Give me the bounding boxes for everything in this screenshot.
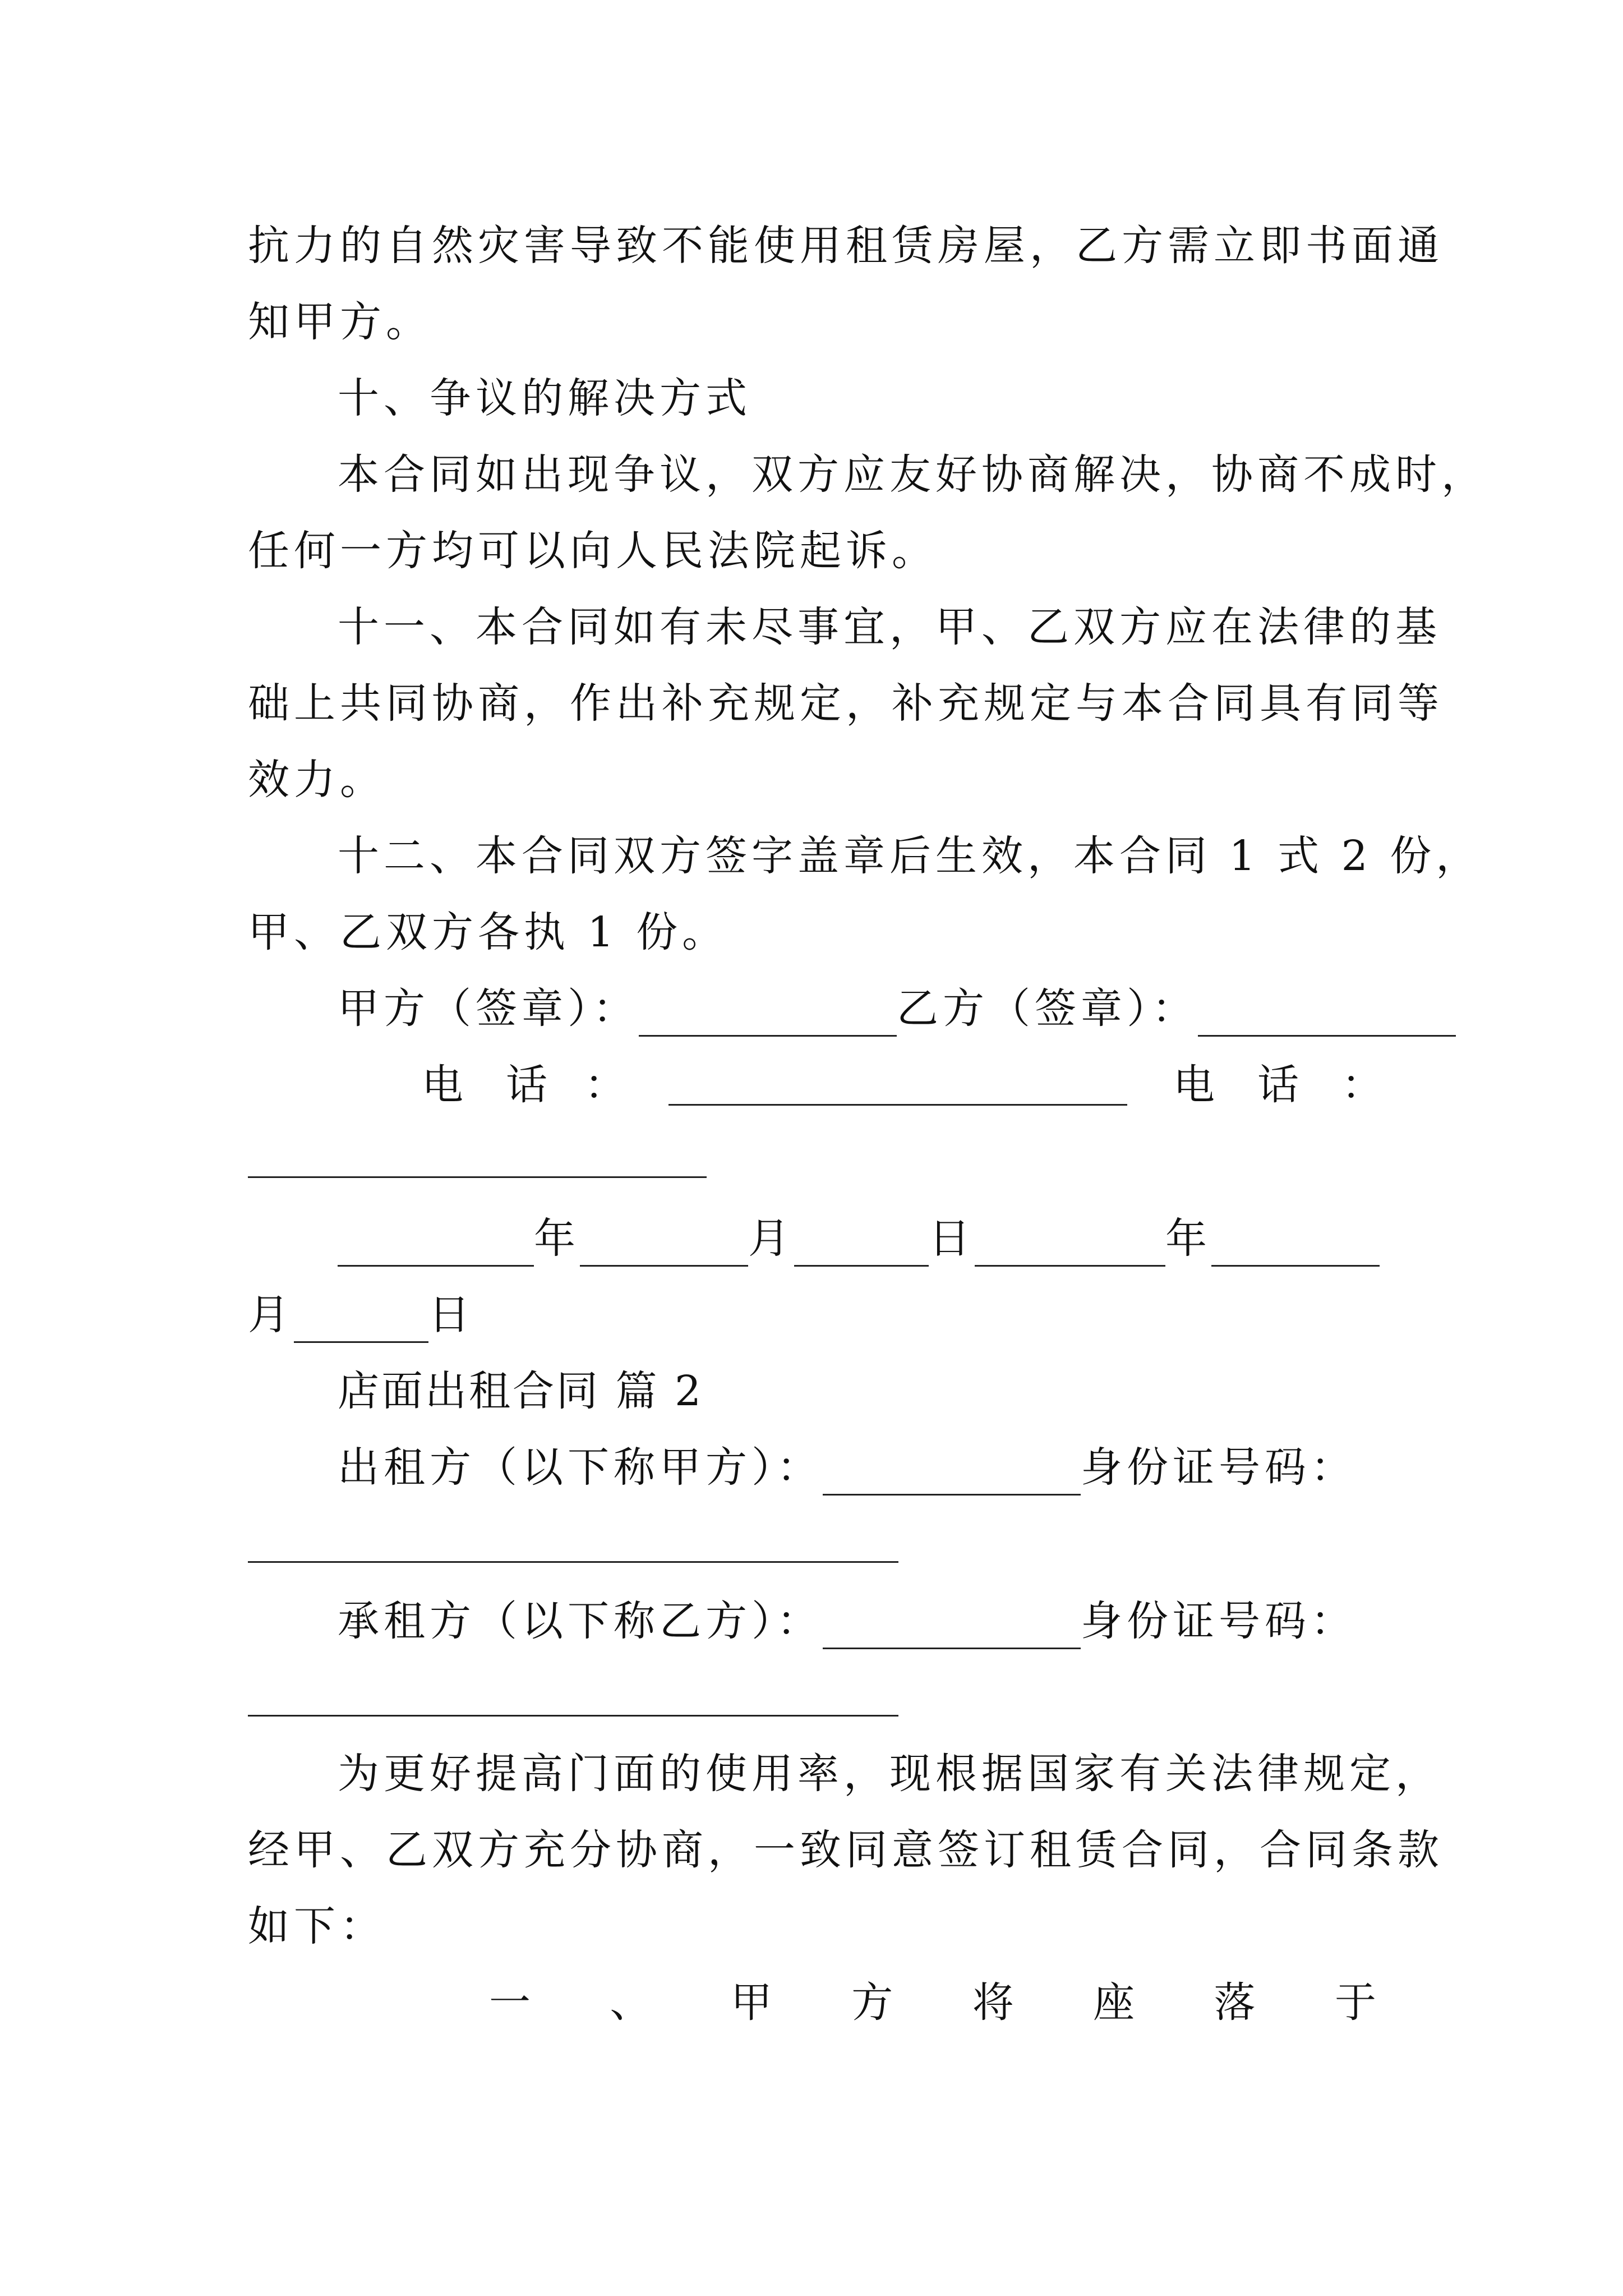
lessor-row [338, 1439, 1357, 1496]
party-a-phone-blank [668, 1065, 1127, 1106]
paragraph-line: 础上共同协商，作出补充规定，补充规定与本合同具有同等 [248, 679, 1444, 728]
party-a-sign-label: 甲方（签章）： [338, 984, 639, 1033]
lessor-id-blank [248, 1561, 898, 1563]
spaced-char: 方 [851, 1978, 898, 2027]
paragraph-line: 如下： [248, 1902, 386, 1950]
spaced-char: 、 [610, 1978, 656, 2027]
date-blank [794, 1226, 929, 1267]
paragraph-line: 本合同如出现争议，双方应友好协商解决，协商不成时， [338, 450, 1487, 499]
year-label: 年 [1165, 1214, 1211, 1263]
lessor-name-blank [823, 1455, 1081, 1496]
id-label: 身份证号码： [1081, 1443, 1357, 1492]
paragraph-line: 十二、本合同双方签字盖章后生效，本合同 1 式 2 份， [338, 832, 1482, 880]
date-row [338, 1211, 1381, 1267]
day-label: 日 [428, 1291, 474, 1339]
spaced-char: 于 [1334, 1978, 1381, 2027]
lessor-label: 出租方（以下称甲方）： [338, 1443, 823, 1492]
signature-row [338, 981, 1381, 1037]
party-b-phone-blank [248, 1176, 707, 1178]
paragraph-line: 效力。 [248, 756, 386, 804]
paragraph-line: 任何一方均可以向人民法院起诉。 [248, 527, 938, 575]
section-heading: 十、争议的解决方式 [338, 374, 751, 422]
spaced-char: 座 [1093, 1978, 1140, 2027]
lessee-name-blank [823, 1608, 1081, 1649]
month-label: 月 [248, 1291, 294, 1339]
paragraph-line: 十一、本合同如有未尽事宜，甲、乙双方应在法律的基 [338, 603, 1441, 651]
phone-char: 话 [1257, 1061, 1303, 1109]
paragraph-line: 抗力的自然灾害导致不能使用租赁房屋，乙方需立即书面通 [248, 222, 1444, 270]
phone-char: 话 [506, 1061, 552, 1109]
date-blank [338, 1226, 534, 1267]
date-blank [580, 1226, 748, 1267]
spaced-char: 甲 [730, 1978, 777, 2027]
paragraph-line: 为更好提高门面的使用率，现根据国家有关法律规定， [338, 1750, 1441, 1798]
date-blank [975, 1226, 1165, 1267]
section-title: 店面出租合同 篇 2 [338, 1367, 704, 1415]
phone-char: 电 [422, 1061, 468, 1109]
spaced-char: 将 [972, 1978, 1018, 2027]
phone-char: ： [1341, 1061, 1387, 1109]
party-b-sign-blank [1198, 996, 1456, 1037]
spaced-line [489, 1975, 1381, 2031]
date-blank [1211, 1226, 1380, 1267]
month-label: 月 [748, 1214, 794, 1263]
day-label: 日 [929, 1214, 975, 1263]
date-blank [294, 1302, 428, 1343]
year-label: 年 [534, 1214, 580, 1263]
spaced-char: 一 [489, 1978, 535, 2027]
date-row-continued [248, 1287, 1381, 1343]
id-label: 身份证号码： [1081, 1597, 1357, 1645]
phone-char: ： [584, 1061, 630, 1109]
paragraph-line: 甲、乙双方各执 1 份。 [248, 908, 728, 956]
lessee-id-blank [248, 1715, 898, 1717]
paragraph-line: 经甲、乙双方充分协商，一致同意签订租赁合同，合同条款 [248, 1826, 1444, 1874]
spaced-char: 落 [1214, 1978, 1260, 2027]
paragraph-line: 知甲方。 [248, 298, 432, 346]
phone-char: 电 [1173, 1061, 1219, 1109]
lessee-row [338, 1593, 1357, 1649]
party-b-sign-label: 乙方（签章）： [897, 984, 1198, 1033]
party-a-sign-blank [639, 996, 897, 1037]
lessee-label: 承租方（以下称乙方）： [338, 1597, 823, 1645]
